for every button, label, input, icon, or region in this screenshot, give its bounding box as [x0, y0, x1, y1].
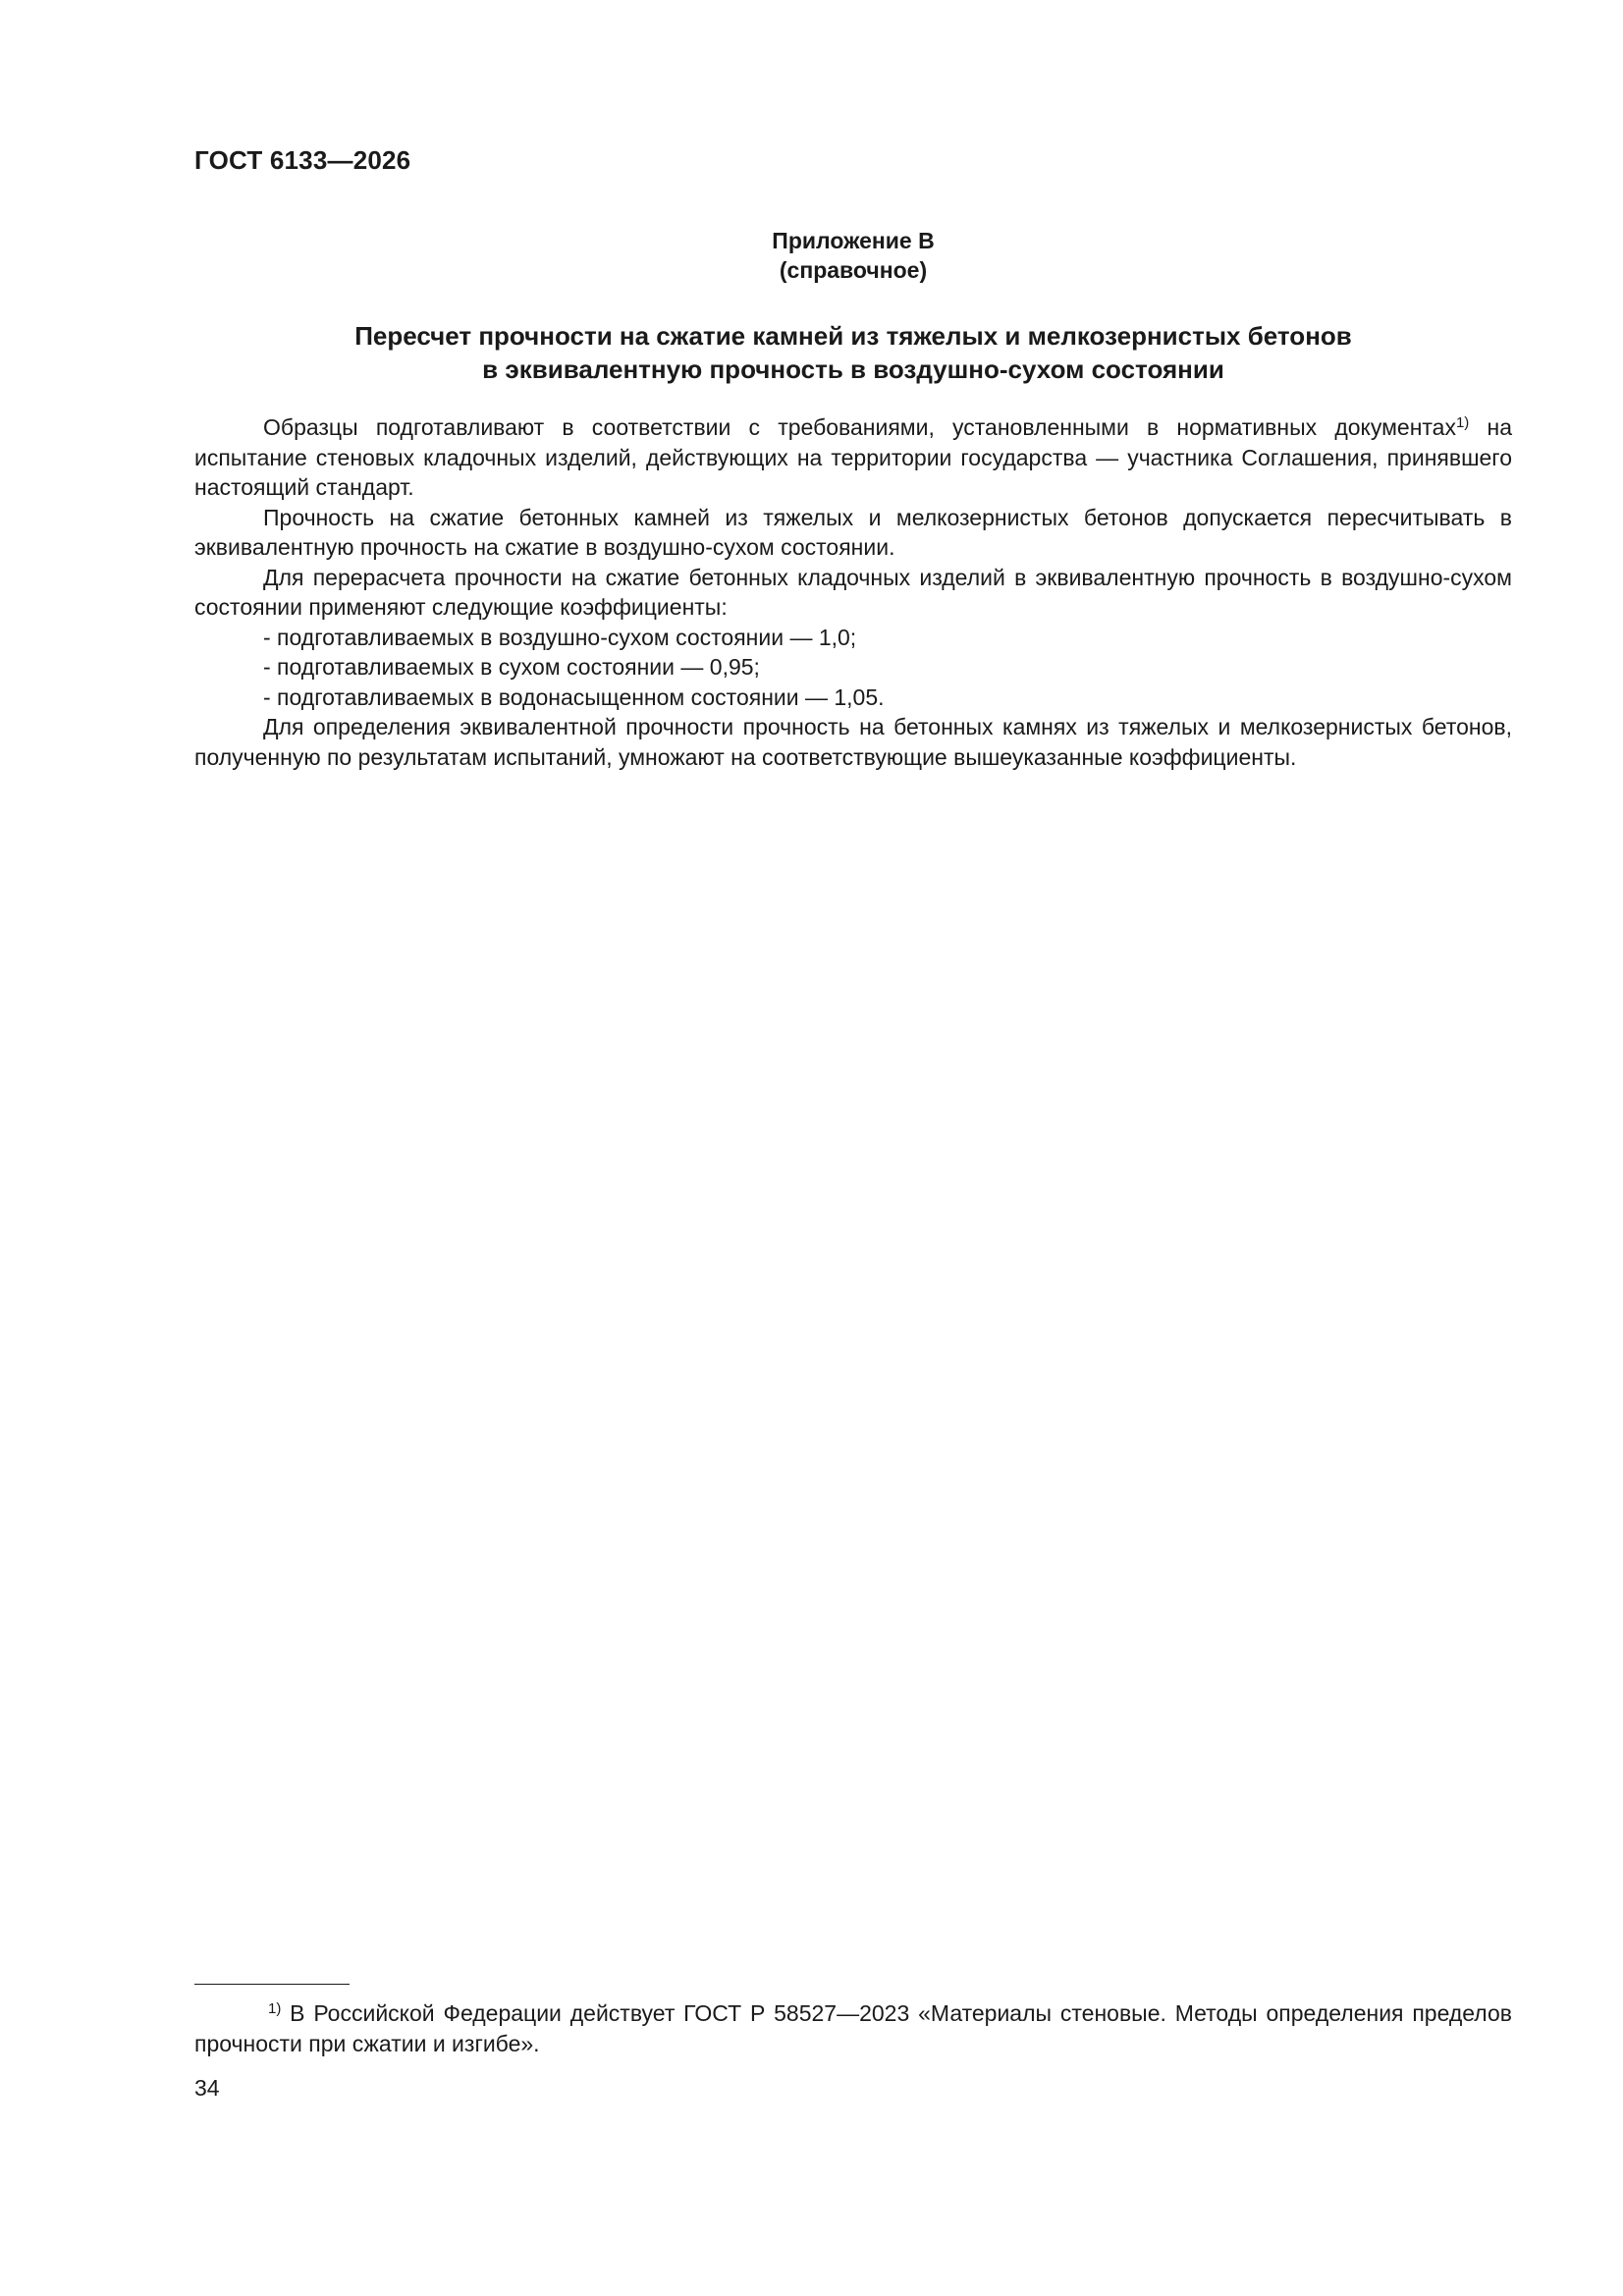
paragraph-1: [194, 412, 1512, 503]
list-item: - подготавливаемых в воздушно-сухом состоянии — 1,0;: [263, 624, 857, 650]
paragraph-4: Для определения эквивалентной прочности прочность на бетонных камнях из тяжелых и мелкозернистых бетонов, полученную по результатам испытаний, умножают на соответствующие вышеуказанные коэффициенты.: [194, 714, 1512, 770]
page-number: 34: [194, 2075, 220, 2101]
footnote-body: [194, 1998, 1512, 2059]
paragraph-3: Для перерасчета прочности на сжатие бетонных кладочных изделий в эквивалентную прочность в воздушно-сухом состоянии применяют следующие коэффициенты:: [194, 564, 1512, 620]
list-item: - подготавливаемых в сухом состоянии — 0,95;: [263, 654, 760, 680]
footnote-text: В Российской Федерации действует ГОСТ Р 58527—2023 «Материалы стеновые. Методы определения пределов прочности при сжатии и изгибе».: [194, 2000, 1512, 2056]
section-title-line-1: Пересчет прочности на сжатие камней из тяжелых и мелкозернистых бетонов: [354, 321, 1352, 351]
body-text: [194, 412, 1512, 772]
document-code: ГОСТ 6133—2026: [194, 145, 411, 175]
footnote-marker: 1): [268, 2000, 282, 2017]
paragraph-2: Прочность на сжатие бетонных камней из тяжелых и мелкозернистых бетонов допускается пересчитывать в эквивалентную прочность на сжатие в воздушно-сухом состоянии.: [194, 504, 1512, 560]
section-title-line-2: в эквивалентную прочность в воздушно-сухом состоянии: [482, 355, 1224, 384]
appendix-type: (справочное): [779, 257, 928, 283]
footnote: [194, 1998, 1512, 2059]
appendix-label: Приложение В: [772, 228, 935, 253]
footnote-divider: [194, 1984, 350, 1985]
section-title: [194, 319, 1512, 386]
list-item: - подготавливаемых в водонасыщенном состоянии — 1,05.: [263, 683, 885, 710]
paragraph-1-text-a: Образцы подготавливают в соответствии с требованиями, установленными в нормативных документах: [263, 414, 1456, 440]
paragraph-1-text-b: на испытание стеновых кладочных изделий, действующих на территории государства — участника Соглашения, принявшего настоящий стандарт.: [194, 414, 1512, 500]
appendix-heading: [194, 226, 1512, 285]
footnote-reference: 1): [1455, 414, 1470, 431]
